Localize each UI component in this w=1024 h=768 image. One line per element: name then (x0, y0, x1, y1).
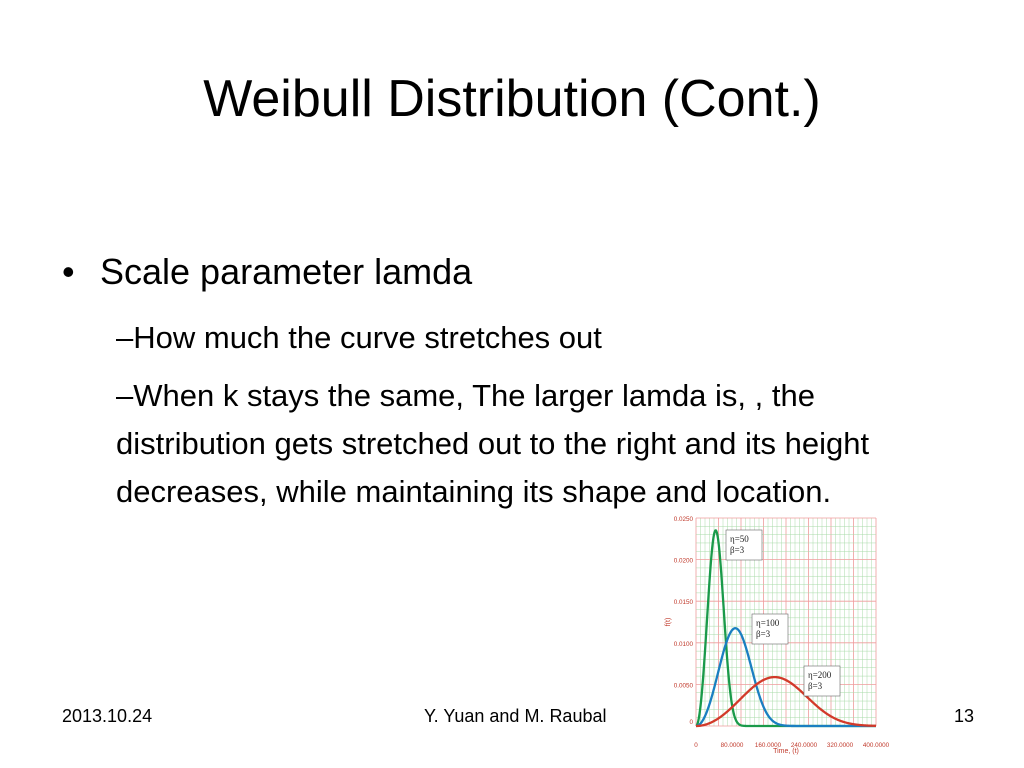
x-tick-label: 400.0000 (862, 742, 890, 749)
series-label-eta-100 (752, 614, 788, 644)
series-label-line: η=200 (808, 670, 832, 680)
series-label-eta-200 (804, 666, 840, 696)
slide-title: Weibull Distribution (Cont.) (203, 70, 821, 128)
x-axis-label: Time, (t) (773, 748, 799, 755)
y-tick-label: 0 (689, 719, 693, 726)
bullet-item (62, 250, 472, 294)
x-tick-label: 160.0000 (754, 742, 782, 749)
series-label-line: β=3 (756, 629, 771, 639)
footer-date: 2013.10.24 (62, 706, 153, 726)
subbullet-explanation: –When k stays the same, The larger lamda is, , the distribution gets stretched out to the right and its height decreases, while maintaining its shape and location. (116, 378, 870, 509)
x-tick-label: 0 (694, 742, 698, 749)
y-tick-label: 0.0200 (673, 557, 693, 565)
bullet-text: Scale parameter lamda (100, 251, 473, 292)
series-label-line: η=100 (756, 618, 780, 628)
series-label-line: η=50 (730, 534, 749, 544)
x-tick-label: 80.0000 (720, 742, 744, 749)
weibull-pdf-chart (664, 514, 904, 756)
y-tick-label: 0.0250 (673, 516, 693, 523)
footer-author: Y. Yuan and M. Raubal (424, 706, 607, 726)
y-tick-label: 0.0100 (673, 640, 693, 648)
y-tick-label: 0.0050 (673, 682, 693, 690)
y-tick-label: 0.0150 (673, 599, 693, 607)
subbullet-stretch: –How much the curve stretches out (116, 320, 602, 355)
x-tick-label: 320.0000 (826, 742, 854, 749)
series-label-line: β=3 (808, 681, 823, 691)
series-label-eta-50 (726, 530, 762, 560)
series-label-line: β=3 (730, 545, 745, 555)
y-axis-label: f(t) (665, 617, 672, 627)
footer-page-number: 13 (954, 706, 975, 726)
bullet-dot-icon: • (62, 251, 75, 292)
x-tick-label: 240.0000 (790, 742, 818, 749)
